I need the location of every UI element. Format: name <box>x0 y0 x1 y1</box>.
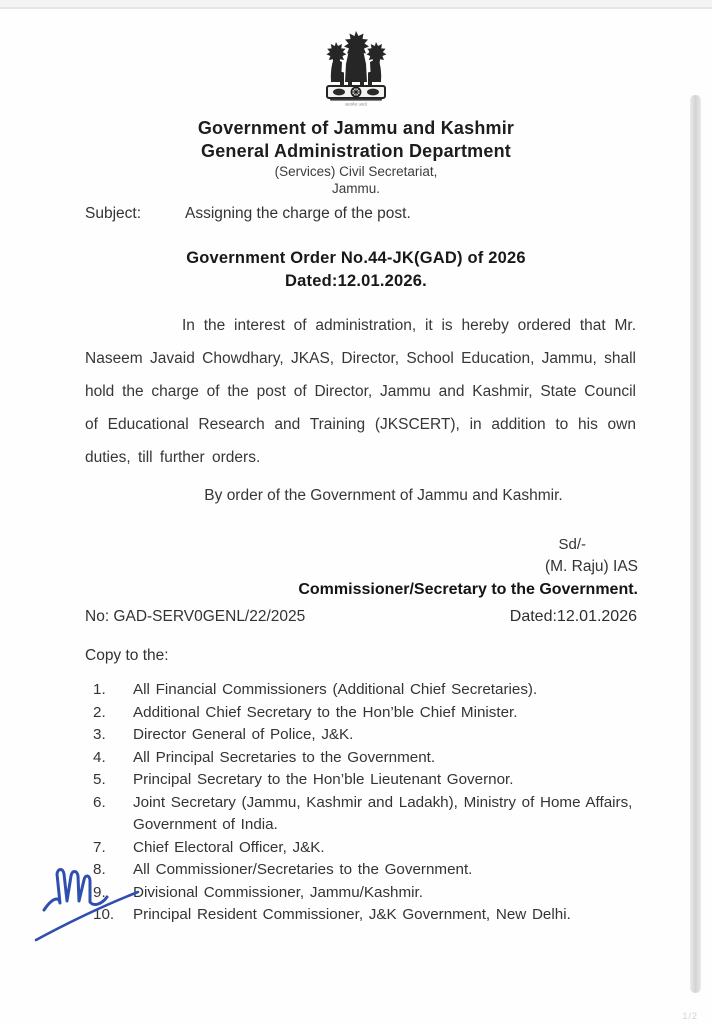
list-item-number: 8. <box>93 861 106 878</box>
list-item-text: All Commissioner/Secretaries to the Government. <box>133 861 473 878</box>
copy-to-list <box>93 679 638 927</box>
list-item <box>93 702 638 725</box>
by-order-line: By order of the Government of Jammu and Kashmir. <box>204 487 563 504</box>
list-item <box>93 724 638 747</box>
list-item <box>93 882 638 905</box>
list-item-number: 4. <box>93 748 106 766</box>
reference-number: No: GAD-SERV0GENL/22/2025 <box>85 608 306 625</box>
emblem-motto: सत्यमेव जयते <box>344 102 368 108</box>
reference-row <box>85 608 637 626</box>
department-name: General Administration Department <box>201 141 511 161</box>
list-item-number: 9. <box>93 883 106 901</box>
list-item-text: All Principal Secretaries to the Government. <box>133 748 436 766</box>
list-item <box>93 859 638 882</box>
list-item-text: Divisional Commissioner, Jammu/Kashmir. <box>133 883 423 901</box>
page-indicator: 1/2 <box>682 1011 698 1021</box>
list-item <box>93 769 638 792</box>
copy-to-label: Copy to the: <box>85 647 169 664</box>
list-item-text: Additional Chief Secretary to the Hon’ble Chief Minister. <box>133 703 518 721</box>
list-item-number: 6. <box>93 793 106 811</box>
list-item-number: 2. <box>93 703 106 721</box>
list-item-number: 5. <box>93 771 106 788</box>
list-item <box>93 837 638 860</box>
national-emblem <box>311 30 401 108</box>
government-name: Government of Jammu and Kashmir <box>197 118 515 138</box>
order-date: Dated:12.01.2026. <box>285 272 427 290</box>
list-item-text: Chief Electoral Officer, J&K. <box>133 838 325 856</box>
office-city: Jammu. <box>331 181 380 196</box>
letterhead <box>0 117 712 197</box>
list-item-number: 1. <box>93 681 106 698</box>
signatory-designation: Commissioner/Secretary to the Government. <box>298 581 638 598</box>
office-line: (Services) Civil Secretariat, <box>274 164 438 179</box>
list-item-number: 3. <box>93 726 106 743</box>
list-item-text: Principal Secretary to the Hon’ble Lieutenant Governor. <box>133 771 514 788</box>
list-item <box>93 904 638 927</box>
subject-text: Assigning the charge of the post. <box>185 205 411 222</box>
order-number: Government Order No.44-JK(GAD) of 2026 <box>186 249 526 267</box>
list-item-text: All Financial Commissioners (Additional Chief Secretaries). <box>133 681 538 698</box>
signature-block <box>298 534 638 602</box>
signatory-name: (M. Raju) IAS <box>544 558 638 575</box>
list-item <box>93 679 638 702</box>
ink-signature-icon <box>30 852 150 957</box>
list-item-number: 10. <box>93 906 115 923</box>
list-item-text: Principal Resident Commissioner, J&K Government, New Delhi. <box>133 906 571 923</box>
list-item-text: Joint Secretary (Jammu, Kashmir and Ladakh), Ministry of Home Affairs, Government of India. <box>133 793 633 833</box>
subject-row <box>85 205 637 223</box>
order-body-paragraph: In the interest of administration, it is hereby ordered that Mr. Naseem Javaid Chowdhary, JKAS, Director, School Education, Jammu, shall hold the charge of the post of Director, Jammu and Kashmir, State Council of Educational Research and Training (JKSCERT), in addition to his own duties, till further orders. <box>85 317 636 466</box>
list-item <box>93 747 638 770</box>
order-title <box>0 247 712 293</box>
subject-label: Subject: <box>85 205 142 222</box>
scan-fold-shadow <box>690 95 701 993</box>
list-item-text: Director General of Police, J&K. <box>133 726 354 743</box>
handwritten-signature <box>30 852 150 957</box>
endorsement-date: Dated:12.01.2026 <box>509 608 637 625</box>
ashoka-lion-capital-icon <box>314 30 398 102</box>
scan-top-edge <box>0 0 712 9</box>
sd-mark: Sd/- <box>558 536 586 553</box>
list-item-number: 7. <box>93 838 106 856</box>
list-item <box>93 792 638 837</box>
